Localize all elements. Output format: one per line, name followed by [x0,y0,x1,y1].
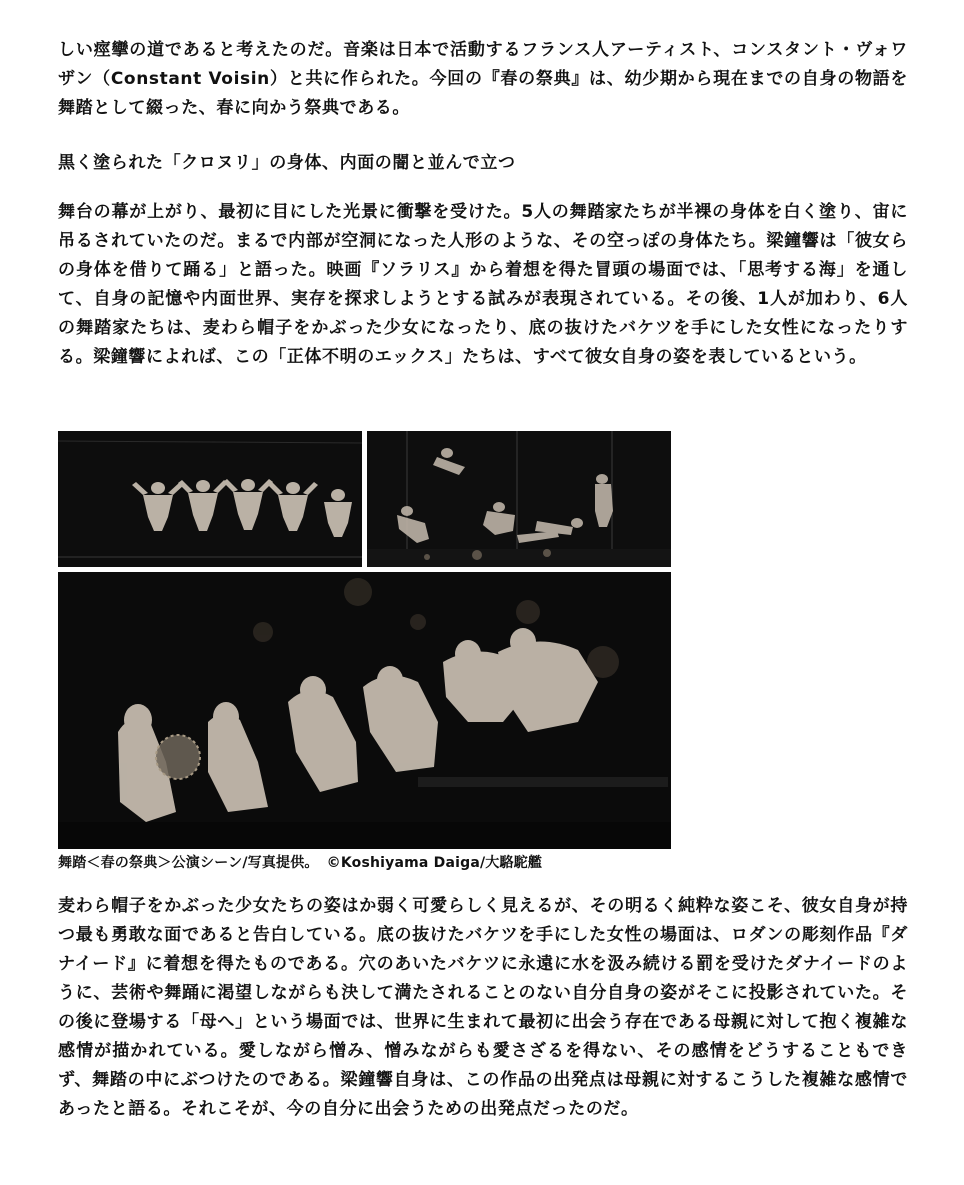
paragraph-scenes: 麦わら帽子をかぶった少女たちの姿はか弱く可愛らしく見えるが、その明るく純粋な姿こそ、彼女自身が持つ最も勇敢な面であると告白している。底の抜けたバケツを手にした女性の場面は、ロダンの彫刻作品『ダナイード』に着想を得たものである。穴のあいたバケツに永遠に水を汲み続ける罰を受けたダナイードのように、芸術や舞踊に渇望しながらも決して満たされることのない自分自身の姿がそこに投影されていた。その後に登場する「母へ」という場面では、世界に生まれて最初に出会う存在である母親に対して抱く複雑な感情が描かれている。愛しながら憎み、憎みながらも愛さざるを得ない、その感情をどうすることもできず、舞踏の中にぶつけたのである。梁鐘響自身は、この作品の出発点は母親に対するこうした複雑な感情であったと語る。それこそが、今の自分に出会うための出発点だったのだ。 [58,896,908,1119]
paragraph-opening-scene: 舞台の幕が上がり、最初に目にした光景に衝撃を受けた。5人の舞踏家たちが半裸の身体を白く塗り、宙に吊るされていたのだ。まるで内部が空洞になった人形のような、その空っぽの身体たち。梁鐘響は「彼女らの身体を借りて踊る」と語った。映画『ソラリス』から着想を得た冒頭の場面では、「思考する海」を通して、自身の記憶や内面世界、実存を探求しようとする試みが表現されている。その後、1人が加わり、6人の舞踏家たちは、麦わら帽子をかぶった少女になったり、底の抜けたバケツを手にした女性になったりする。梁鐘響によれば、この「正体不明のエックス」たちは、すべて彼女自身の姿を表しているという。 [58,202,908,367]
photo-huddled-dancers [58,572,671,849]
performance-photo-collage [58,431,671,849]
section-heading: 黒く塗られた「クロヌリ」の身体、内面の闇と並んで立つ [58,153,516,173]
photo-scattered-dancers [367,431,671,567]
caption-text: 舞踏＜春の祭典＞公演シーン/写真提供。 [58,855,319,871]
paragraph-intro: しい痙攣の道であると考えたのだ。音楽は日本で活動するフランス人アーティスト、コンスタント・ヴォワザン（Constant Voisin）と共に作られた。今回の『春の祭典』は、幼少期から現在までの自身の物語を舞踏として綴った、春に向かう祭典である。 [58,40,908,118]
photo-suspended-dancers [58,431,362,567]
photo-credit: ©Koshiyama Daiga/大駱駝艦 [326,855,543,871]
photo-caption [58,852,542,872]
